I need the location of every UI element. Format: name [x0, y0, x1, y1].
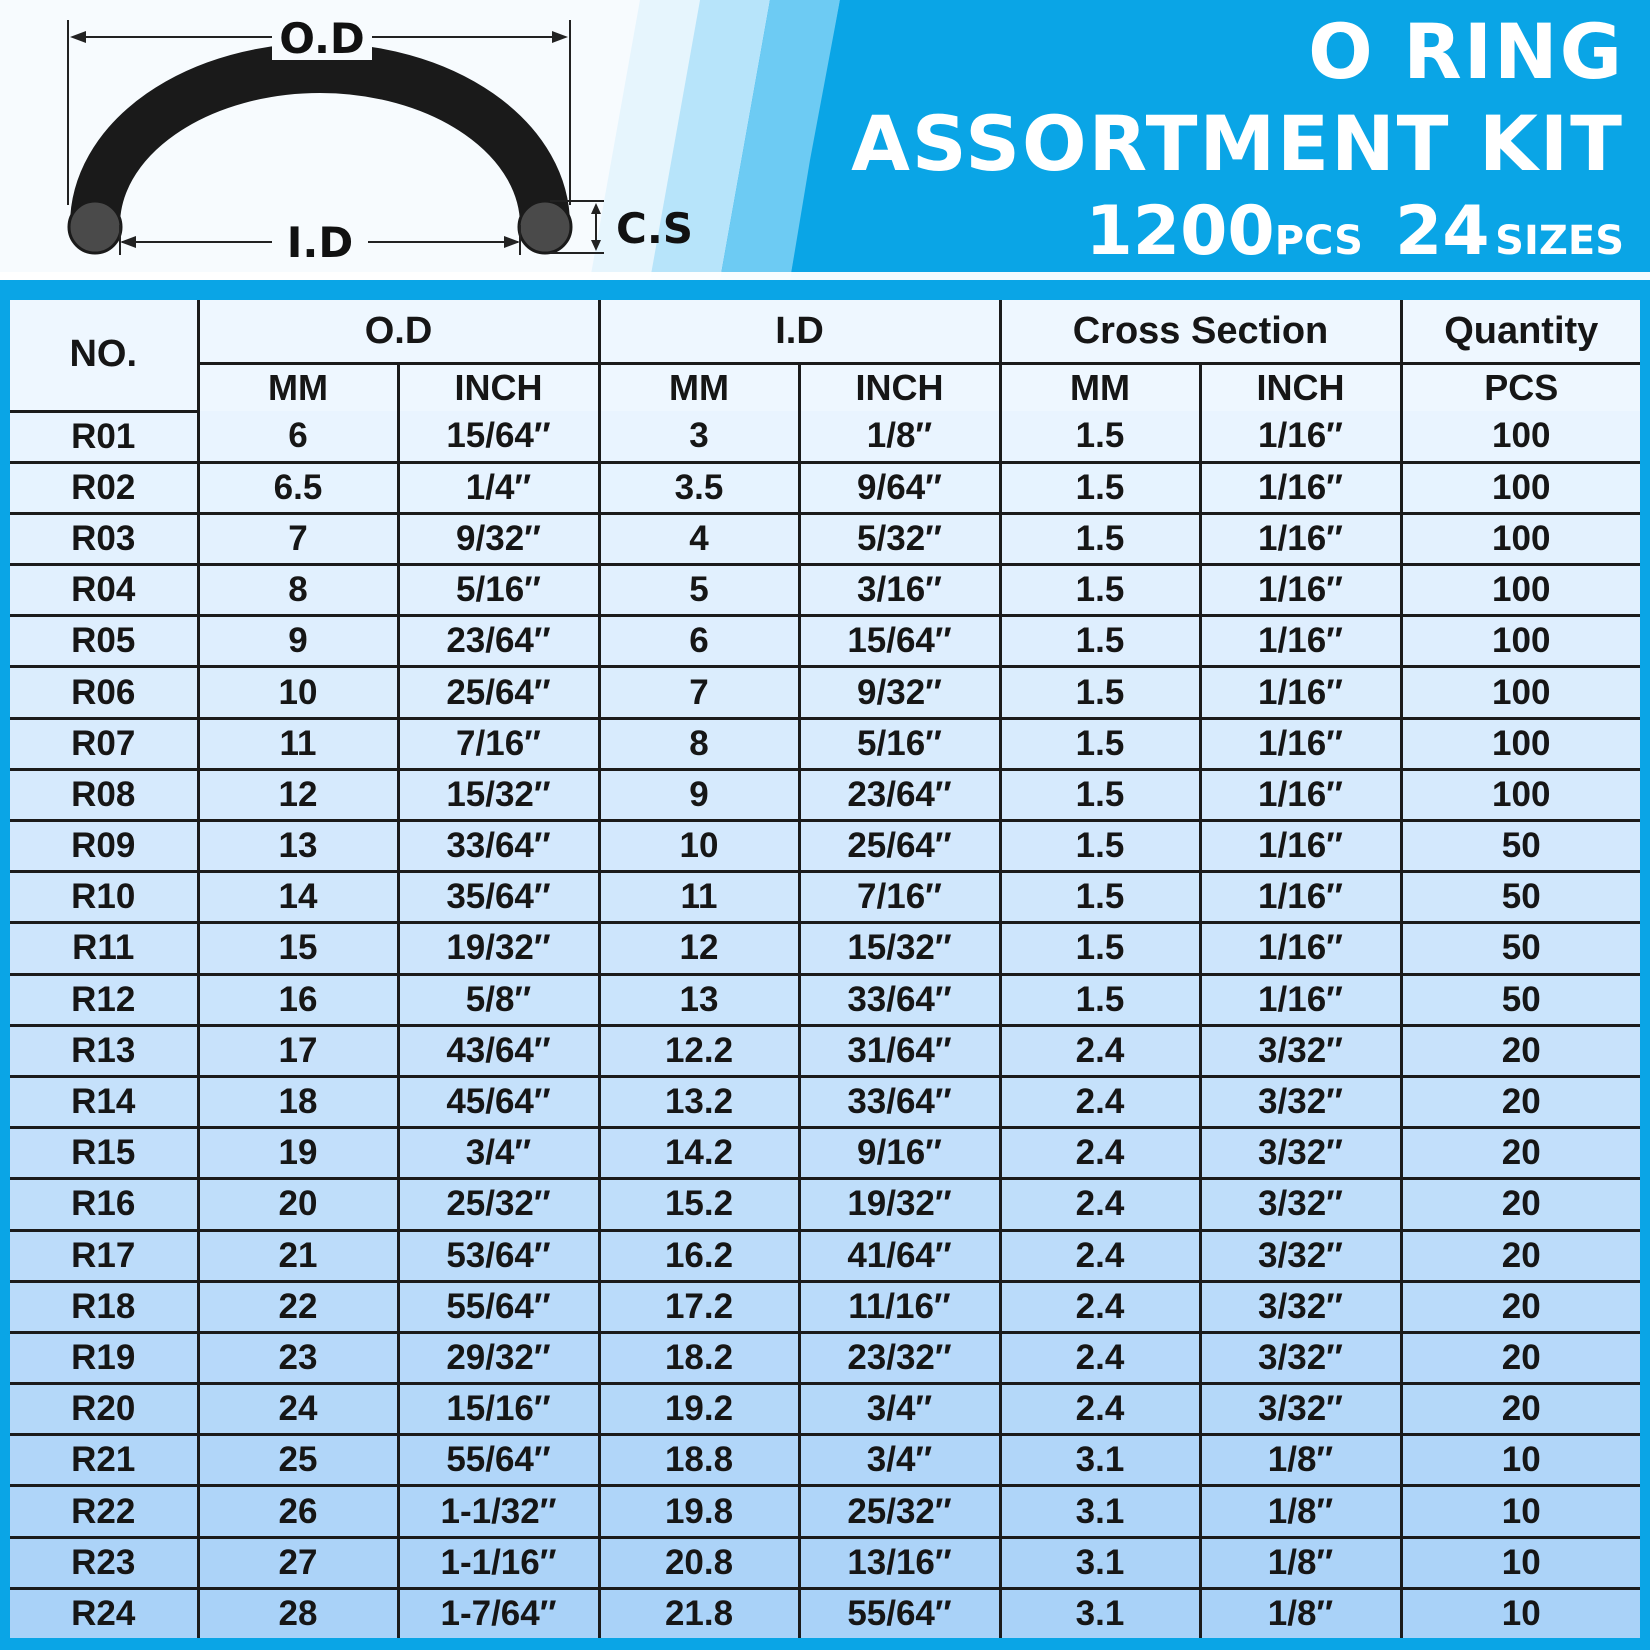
od-inch-cell: 5/16″	[398, 565, 599, 616]
cs-mm-cell: 1.5	[1000, 462, 1200, 513]
od-mm-cell: 10	[198, 667, 398, 718]
table-row	[10, 1025, 1640, 1076]
cs-inch-cell: 3/32″	[1200, 1025, 1401, 1076]
quantity-pcs-cell: 100	[1401, 769, 1640, 820]
cs-mm-cell: 1.5	[1000, 769, 1200, 820]
cs-inch-cell: 1/16″	[1200, 769, 1401, 820]
od-inch-cell: 1-7/64″	[398, 1588, 599, 1638]
row-number-cell: R13	[10, 1025, 198, 1076]
id-mm-cell: 10	[599, 821, 799, 872]
row-number-cell: R08	[10, 769, 198, 820]
table-row	[10, 1332, 1640, 1383]
quantity-pcs-cell: 100	[1401, 616, 1640, 667]
od-mm-cell: 20	[198, 1179, 398, 1230]
id-inch-cell: 13/16″	[799, 1537, 1000, 1588]
id-mm-cell: 18.8	[599, 1435, 799, 1486]
id-mm-cell: 14.2	[599, 1128, 799, 1179]
id-mm-cell: 4	[599, 513, 799, 564]
table-body	[10, 411, 1640, 1638]
od-mm-cell: 14	[198, 872, 398, 923]
id-mm-header: MM	[599, 364, 799, 412]
od-inch-cell: 5/8″	[398, 974, 599, 1025]
od-mm-cell: 24	[198, 1384, 398, 1435]
quantity-pcs-cell: 20	[1401, 1128, 1640, 1179]
od-inch-cell: 15/32″	[398, 769, 599, 820]
row-number-cell: R16	[10, 1179, 198, 1230]
id-mm-cell: 18.2	[599, 1332, 799, 1383]
cs-mm-cell: 1.5	[1000, 565, 1200, 616]
size-unit: SIZES	[1495, 218, 1624, 264]
cs-mm-cell: 2.4	[1000, 1179, 1200, 1230]
id-mm-cell: 15.2	[599, 1179, 799, 1230]
row-number-cell: R23	[10, 1537, 198, 1588]
id-mm-cell: 6	[599, 616, 799, 667]
id-mm-cell: 16.2	[599, 1230, 799, 1281]
od-mm-cell: 18	[198, 1076, 398, 1127]
od-group-header: O.D	[198, 300, 599, 364]
id-inch-cell: 15/32″	[799, 923, 1000, 974]
id-inch-header: INCH	[799, 364, 1000, 412]
quantity-pcs-cell: 20	[1401, 1281, 1640, 1332]
od-mm-cell: 27	[198, 1537, 398, 1588]
row-number-cell: R03	[10, 513, 198, 564]
od-mm-cell: 6	[198, 411, 398, 462]
row-number-cell: R18	[10, 1281, 198, 1332]
cs-mm-cell: 2.4	[1000, 1076, 1200, 1127]
od-mm-cell: 11	[198, 718, 398, 769]
cs-inch-cell: 1/16″	[1200, 821, 1401, 872]
id-mm-cell: 7	[599, 667, 799, 718]
id-mm-cell: 17.2	[599, 1281, 799, 1332]
od-inch-cell: 9/32″	[398, 513, 599, 564]
table-row	[10, 1435, 1640, 1486]
piece-unit: PCS	[1274, 218, 1363, 264]
cs-mm-cell: 1.5	[1000, 513, 1200, 564]
od-inch-cell: 1-1/32″	[398, 1486, 599, 1537]
quantity-pcs-cell: 20	[1401, 1230, 1640, 1281]
row-number-cell: R20	[10, 1384, 198, 1435]
row-number-cell: R06	[10, 667, 198, 718]
cross-section-group-header: Cross Section	[1000, 300, 1401, 364]
table-row	[10, 411, 1640, 462]
table-row	[10, 1281, 1640, 1332]
table-row	[10, 513, 1640, 564]
id-inch-cell: 31/64″	[799, 1025, 1000, 1076]
title-line-1: O RING	[1308, 7, 1624, 96]
row-number-cell: R24	[10, 1588, 198, 1638]
cs-inch-cell: 1/16″	[1200, 923, 1401, 974]
cs-inch-cell: 3/32″	[1200, 1179, 1401, 1230]
id-mm-cell: 13.2	[599, 1076, 799, 1127]
cs-inch-cell: 1/16″	[1200, 616, 1401, 667]
table-row	[10, 1076, 1640, 1127]
cs-mm-cell: 1.5	[1000, 974, 1200, 1025]
quantity-pcs-cell: 100	[1401, 411, 1640, 462]
id-mm-cell: 12	[599, 923, 799, 974]
od-inch-cell: 15/16″	[398, 1384, 599, 1435]
row-number-cell: R12	[10, 974, 198, 1025]
id-mm-cell: 3.5	[599, 462, 799, 513]
cs-inch-cell: 1/16″	[1200, 974, 1401, 1025]
row-number-cell: R05	[10, 616, 198, 667]
id-group-header: I.D	[599, 300, 1000, 364]
cs-mm-cell: 2.4	[1000, 1332, 1200, 1383]
cs-inch-cell: 1/8″	[1200, 1588, 1401, 1638]
quantity-pcs-cell: 10	[1401, 1588, 1640, 1638]
row-number-cell: R11	[10, 923, 198, 974]
cs-inch-cell: 3/32″	[1200, 1281, 1401, 1332]
quantity-pcs-cell: 100	[1401, 513, 1640, 564]
id-mm-cell: 21.8	[599, 1588, 799, 1638]
quantity-pcs-cell: 50	[1401, 821, 1640, 872]
od-mm-header: MM	[198, 364, 398, 412]
table-row	[10, 1128, 1640, 1179]
od-inch-cell: 45/64″	[398, 1076, 599, 1127]
od-inch-cell: 33/64″	[398, 821, 599, 872]
table-row	[10, 1179, 1640, 1230]
title-line-2: ASSORTMENT KIT	[851, 99, 1624, 188]
od-label: O.D	[279, 14, 365, 63]
od-inch-cell: 53/64″	[398, 1230, 599, 1281]
table-row	[10, 462, 1640, 513]
cs-label: C.S	[616, 204, 694, 253]
pcs-header: PCS	[1401, 364, 1640, 412]
od-mm-cell: 19	[198, 1128, 398, 1179]
cs-inch-cell: 3/32″	[1200, 1384, 1401, 1435]
cs-mm-cell: 1.5	[1000, 923, 1200, 974]
cs-mm-header: MM	[1000, 364, 1200, 412]
table-row	[10, 1588, 1640, 1638]
cs-mm-cell: 2.4	[1000, 1230, 1200, 1281]
od-mm-cell: 17	[198, 1025, 398, 1076]
od-mm-cell: 15	[198, 923, 398, 974]
cs-inch-cell: 1/16″	[1200, 565, 1401, 616]
cs-mm-cell: 1.5	[1000, 667, 1200, 718]
row-number-cell: R22	[10, 1486, 198, 1537]
id-inch-cell: 41/64″	[799, 1230, 1000, 1281]
title-block	[851, 6, 1624, 280]
id-inch-cell: 33/64″	[799, 974, 1000, 1025]
od-mm-cell: 9	[198, 616, 398, 667]
table-row	[10, 1230, 1640, 1281]
od-inch-cell: 29/32″	[398, 1332, 599, 1383]
cs-mm-cell: 1.5	[1000, 616, 1200, 667]
od-inch-cell: 1-1/16″	[398, 1537, 599, 1588]
id-inch-cell: 23/64″	[799, 769, 1000, 820]
id-mm-cell: 19.8	[599, 1486, 799, 1537]
cs-mm-cell: 2.4	[1000, 1384, 1200, 1435]
cs-mm-cell: 2.4	[1000, 1025, 1200, 1076]
id-mm-cell: 11	[599, 872, 799, 923]
cs-mm-cell: 3.1	[1000, 1486, 1200, 1537]
id-label: I.D	[286, 218, 354, 267]
cs-inch-cell: 1/16″	[1200, 462, 1401, 513]
od-inch-cell: 3/4″	[398, 1128, 599, 1179]
od-mm-cell: 28	[198, 1588, 398, 1638]
id-inch-cell: 33/64″	[799, 1076, 1000, 1127]
cs-inch-cell: 3/32″	[1200, 1076, 1401, 1127]
cs-inch-cell: 1/16″	[1200, 513, 1401, 564]
cs-mm-cell: 3.1	[1000, 1588, 1200, 1638]
table-row	[10, 1486, 1640, 1537]
id-inch-cell: 25/64″	[799, 821, 1000, 872]
cs-mm-cell: 1.5	[1000, 411, 1200, 462]
cs-mm-cell: 1.5	[1000, 821, 1200, 872]
id-inch-cell: 11/16″	[799, 1281, 1000, 1332]
quantity-pcs-cell: 100	[1401, 667, 1640, 718]
id-inch-cell: 25/32″	[799, 1486, 1000, 1537]
od-mm-cell: 25	[198, 1435, 398, 1486]
id-mm-cell: 3	[599, 411, 799, 462]
od-mm-cell: 7	[198, 513, 398, 564]
row-number-cell: R17	[10, 1230, 198, 1281]
od-inch-cell: 1/4″	[398, 462, 599, 513]
cs-mm-cell: 2.4	[1000, 1128, 1200, 1179]
quantity-pcs-cell: 20	[1401, 1384, 1640, 1435]
row-number-cell: R15	[10, 1128, 198, 1179]
table-row	[10, 565, 1640, 616]
piece-count: 1200	[1085, 192, 1275, 271]
row-number-cell: R14	[10, 1076, 198, 1127]
id-mm-cell: 8	[599, 718, 799, 769]
cs-inch-cell: 3/32″	[1200, 1128, 1401, 1179]
od-inch-cell: 55/64″	[398, 1435, 599, 1486]
size-table	[10, 300, 1640, 1638]
table-row	[10, 769, 1640, 820]
od-inch-cell: 35/64″	[398, 872, 599, 923]
cs-inch-cell: 1/16″	[1200, 411, 1401, 462]
ring-section-right	[519, 201, 571, 253]
cs-inch-cell: 1/16″	[1200, 872, 1401, 923]
cs-mm-cell: 1.5	[1000, 872, 1200, 923]
id-inch-cell: 5/32″	[799, 513, 1000, 564]
quantity-pcs-cell: 50	[1401, 974, 1640, 1025]
id-mm-cell: 12.2	[599, 1025, 799, 1076]
quantity-pcs-cell: 20	[1401, 1179, 1640, 1230]
quantity-group-header: Quantity	[1401, 300, 1640, 364]
quantity-pcs-cell: 20	[1401, 1332, 1640, 1383]
cs-inch-cell: 1/16″	[1200, 667, 1401, 718]
table-row	[10, 821, 1640, 872]
row-number-cell: R07	[10, 718, 198, 769]
quantity-pcs-cell: 50	[1401, 872, 1640, 923]
table-row	[10, 1537, 1640, 1588]
row-number-cell: R04	[10, 565, 198, 616]
quantity-pcs-cell: 10	[1401, 1537, 1640, 1588]
row-number-cell: R01	[10, 411, 198, 462]
cs-inch-cell: 1/8″	[1200, 1537, 1401, 1588]
id-inch-cell: 3/4″	[799, 1384, 1000, 1435]
table-row	[10, 667, 1640, 718]
id-inch-cell: 9/32″	[799, 667, 1000, 718]
table-row	[10, 718, 1640, 769]
od-mm-cell: 13	[198, 821, 398, 872]
od-inch-cell: 25/32″	[398, 1179, 599, 1230]
od-mm-cell: 22	[198, 1281, 398, 1332]
cs-inch-header: INCH	[1200, 364, 1401, 412]
id-inch-cell: 5/16″	[799, 718, 1000, 769]
cs-inch-cell: 3/32″	[1200, 1230, 1401, 1281]
id-inch-cell: 9/16″	[799, 1128, 1000, 1179]
cs-inch-cell: 1/8″	[1200, 1435, 1401, 1486]
od-inch-cell: 15/64″	[398, 411, 599, 462]
od-mm-cell: 12	[198, 769, 398, 820]
od-inch-cell: 55/64″	[398, 1281, 599, 1332]
id-inch-cell: 3/16″	[799, 565, 1000, 616]
od-mm-cell: 21	[198, 1230, 398, 1281]
quantity-pcs-cell: 100	[1401, 565, 1640, 616]
row-number-cell: R21	[10, 1435, 198, 1486]
id-mm-cell: 13	[599, 974, 799, 1025]
ring-section-left	[69, 201, 121, 253]
id-inch-cell: 9/64″	[799, 462, 1000, 513]
size-count: 24	[1394, 192, 1490, 271]
od-mm-cell: 16	[198, 974, 398, 1025]
size-chart	[10, 300, 1640, 1638]
cs-mm-cell: 3.1	[1000, 1435, 1200, 1486]
unit-header-row	[10, 364, 1640, 412]
id-inch-cell: 3/4″	[799, 1435, 1000, 1486]
header-banner	[0, 0, 1650, 280]
quantity-pcs-cell: 100	[1401, 462, 1640, 513]
quantity-pcs-cell: 100	[1401, 718, 1640, 769]
od-mm-cell: 23	[198, 1332, 398, 1383]
quantity-pcs-cell: 20	[1401, 1076, 1640, 1127]
od-inch-cell: 7/16″	[398, 718, 599, 769]
od-inch-cell: 19/32″	[398, 923, 599, 974]
id-inch-cell: 1/8″	[799, 411, 1000, 462]
row-number-cell: R10	[10, 872, 198, 923]
od-inch-cell: 43/64″	[398, 1025, 599, 1076]
od-mm-cell: 8	[198, 565, 398, 616]
id-mm-cell: 5	[599, 565, 799, 616]
title-line-3	[851, 190, 1624, 280]
id-inch-cell: 19/32″	[799, 1179, 1000, 1230]
id-inch-cell: 23/32″	[799, 1332, 1000, 1383]
id-inch-cell: 55/64″	[799, 1588, 1000, 1638]
group-header-row	[10, 300, 1640, 364]
quantity-pcs-cell: 50	[1401, 923, 1640, 974]
row-number-cell: R09	[10, 821, 198, 872]
od-mm-cell: 6.5	[198, 462, 398, 513]
table-row	[10, 872, 1640, 923]
od-mm-cell: 26	[198, 1486, 398, 1537]
id-mm-cell: 19.2	[599, 1384, 799, 1435]
id-mm-cell: 20.8	[599, 1537, 799, 1588]
id-inch-cell: 15/64″	[799, 616, 1000, 667]
table-row	[10, 923, 1640, 974]
quantity-pcs-cell: 20	[1401, 1025, 1640, 1076]
no-header: NO.	[10, 300, 198, 411]
table-row	[10, 1384, 1640, 1435]
cs-inch-cell: 1/8″	[1200, 1486, 1401, 1537]
quantity-pcs-cell: 10	[1401, 1435, 1640, 1486]
cs-inch-cell: 3/32″	[1200, 1332, 1401, 1383]
od-inch-header: INCH	[398, 364, 599, 412]
cs-mm-cell: 1.5	[1000, 718, 1200, 769]
table-row	[10, 974, 1640, 1025]
table-row	[10, 616, 1640, 667]
od-inch-cell: 23/64″	[398, 616, 599, 667]
cs-inch-cell: 1/16″	[1200, 718, 1401, 769]
cs-mm-cell: 3.1	[1000, 1537, 1200, 1588]
cs-mm-cell: 2.4	[1000, 1281, 1200, 1332]
row-number-cell: R19	[10, 1332, 198, 1383]
row-number-cell: R02	[10, 462, 198, 513]
od-inch-cell: 25/64″	[398, 667, 599, 718]
id-inch-cell: 7/16″	[799, 872, 1000, 923]
id-mm-cell: 9	[599, 769, 799, 820]
quantity-pcs-cell: 10	[1401, 1486, 1640, 1537]
